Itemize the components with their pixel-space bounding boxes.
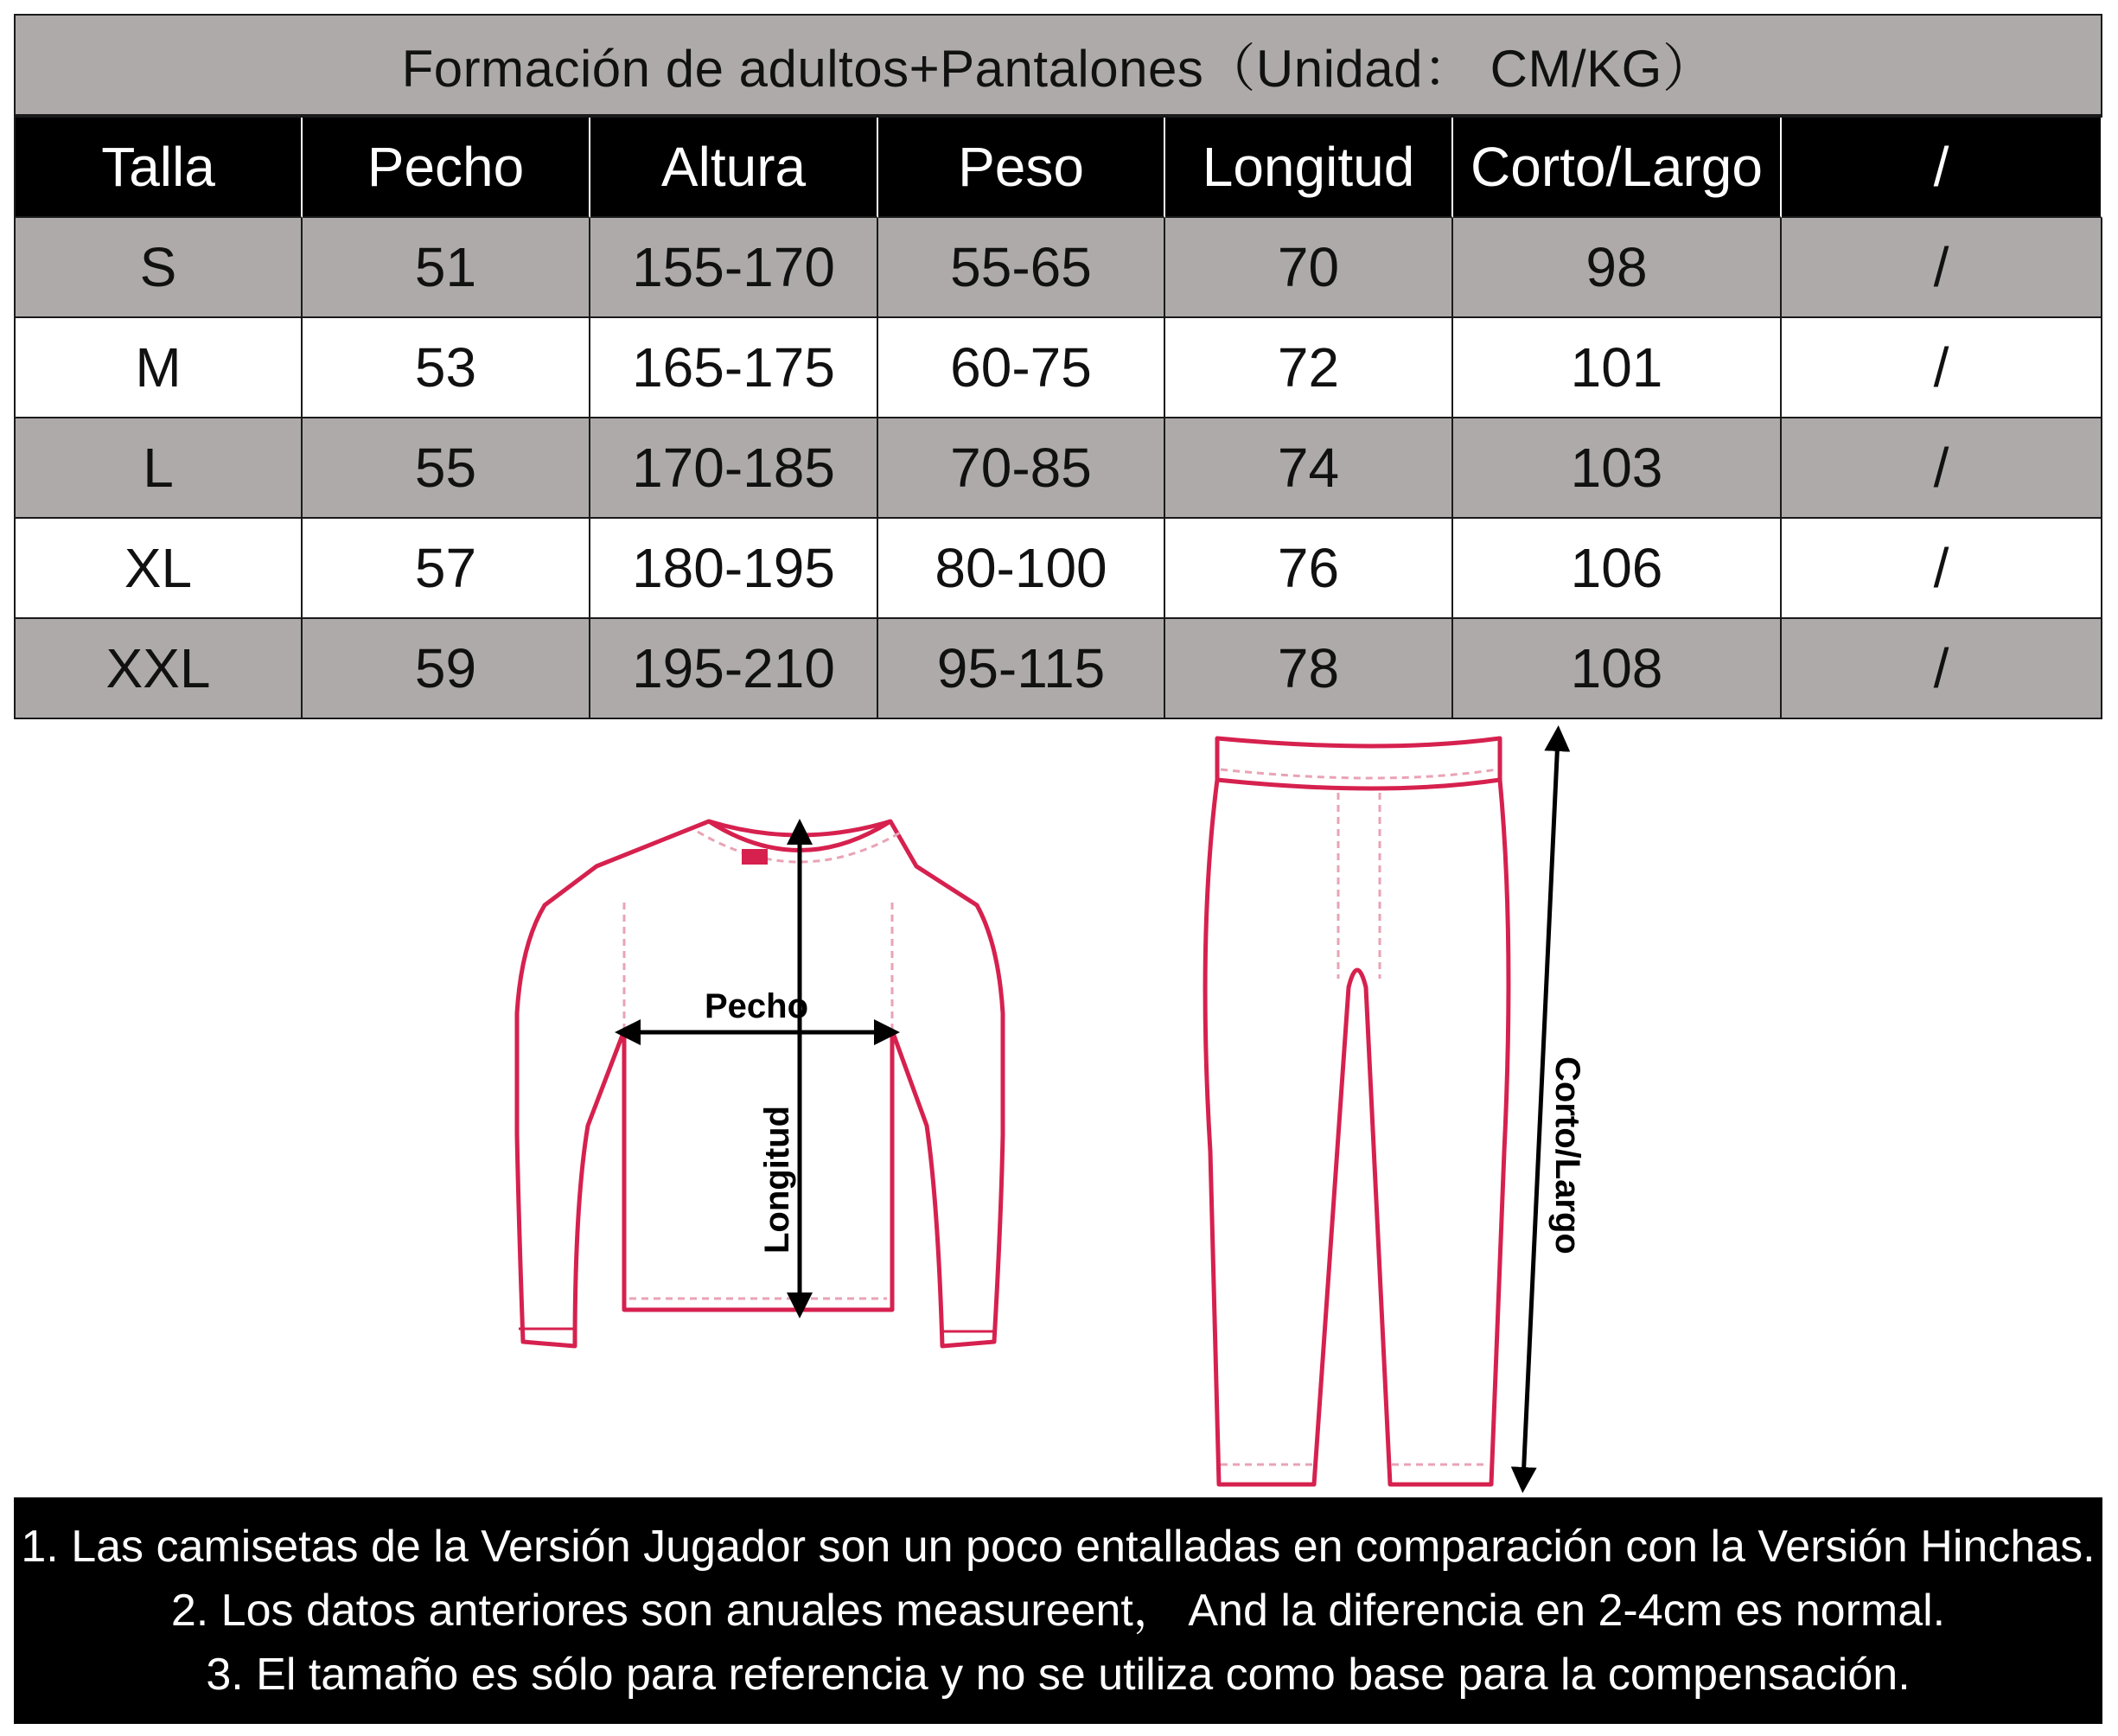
- table-cell: 51: [303, 218, 590, 318]
- header-peso: Peso: [878, 118, 1165, 218]
- table-cell: 165-175: [590, 318, 878, 418]
- table-cell: /: [1782, 218, 2102, 318]
- table-cell: 70: [1165, 218, 1453, 318]
- table-cell: 106: [1453, 519, 1782, 619]
- pants-illustration: [1205, 738, 1509, 1484]
- table-cell: /: [1782, 318, 2102, 418]
- header-slash: /: [1782, 118, 2102, 218]
- table-cell: 55: [303, 418, 590, 519]
- header-talla: Talla: [16, 118, 303, 218]
- table-cell: 57: [303, 519, 590, 619]
- table-cell: 95-115: [878, 619, 1165, 719]
- shirt-illustration: [517, 821, 1003, 1346]
- length-label: Longitud: [758, 1105, 796, 1254]
- header-altura: Altura: [590, 118, 878, 218]
- table-cell: 155-170: [590, 218, 878, 318]
- table-cell: 101: [1453, 318, 1782, 418]
- table-cell: 70-85: [878, 418, 1165, 519]
- table-cell: 53: [303, 318, 590, 418]
- pants-length-label: Corto/Largo: [1548, 1056, 1586, 1254]
- note-3: 3. El tamaño es sólo para referencia y no se utiliza como base para la compensación.: [206, 1650, 1911, 1700]
- table-cell: 72: [1165, 318, 1453, 418]
- table-cell: 60-75: [878, 318, 1165, 418]
- header-longitud: Longitud: [1165, 118, 1453, 218]
- table-cell: 78: [1165, 619, 1453, 719]
- table-cell: /: [1782, 619, 2102, 719]
- note-2: 2. Los datos anteriores son anuales measureent， And la diferencia en 2-4cm es normal.: [170, 1586, 1946, 1636]
- table-cell: 74: [1165, 418, 1453, 519]
- table-cell: 80-100: [878, 519, 1165, 619]
- header-corto-largo: Corto/Largo: [1453, 118, 1782, 218]
- table-cell: 103: [1453, 418, 1782, 519]
- table-title: Formación de adultos+Pantalones（Unidad： CM/KG）: [14, 14, 2102, 116]
- pants-stitching: [1221, 769, 1497, 1465]
- table-cell: XXL: [16, 619, 303, 719]
- table-cell: 55-65: [878, 218, 1165, 318]
- table-cell: 170-185: [590, 418, 878, 519]
- table-cell: 59: [303, 619, 590, 719]
- header-pecho: Pecho: [303, 118, 590, 218]
- table-cell: S: [16, 218, 303, 318]
- note-1: 1. Las camisetas de la Versión Jugador son un poco entalladas en comparación con la Versión Hinchas.: [21, 1522, 2096, 1572]
- measurement-diagram: [0, 719, 2118, 1497]
- table-cell: M: [16, 318, 303, 418]
- table-cell: /: [1782, 418, 2102, 519]
- table-cell: 195-210: [590, 619, 878, 719]
- chest-label: Pecho: [705, 987, 809, 1025]
- table-cell: 108: [1453, 619, 1782, 719]
- table-cell: 76: [1165, 519, 1453, 619]
- size-table: [14, 116, 2102, 719]
- table-cell: L: [16, 418, 303, 519]
- shirt-label-tag: [742, 849, 768, 865]
- table-cell: /: [1782, 519, 2102, 619]
- table-cell: XL: [16, 519, 303, 619]
- notes-panel: [14, 1497, 2102, 1724]
- table-cell: 180-195: [590, 519, 878, 619]
- table-cell: 98: [1453, 218, 1782, 318]
